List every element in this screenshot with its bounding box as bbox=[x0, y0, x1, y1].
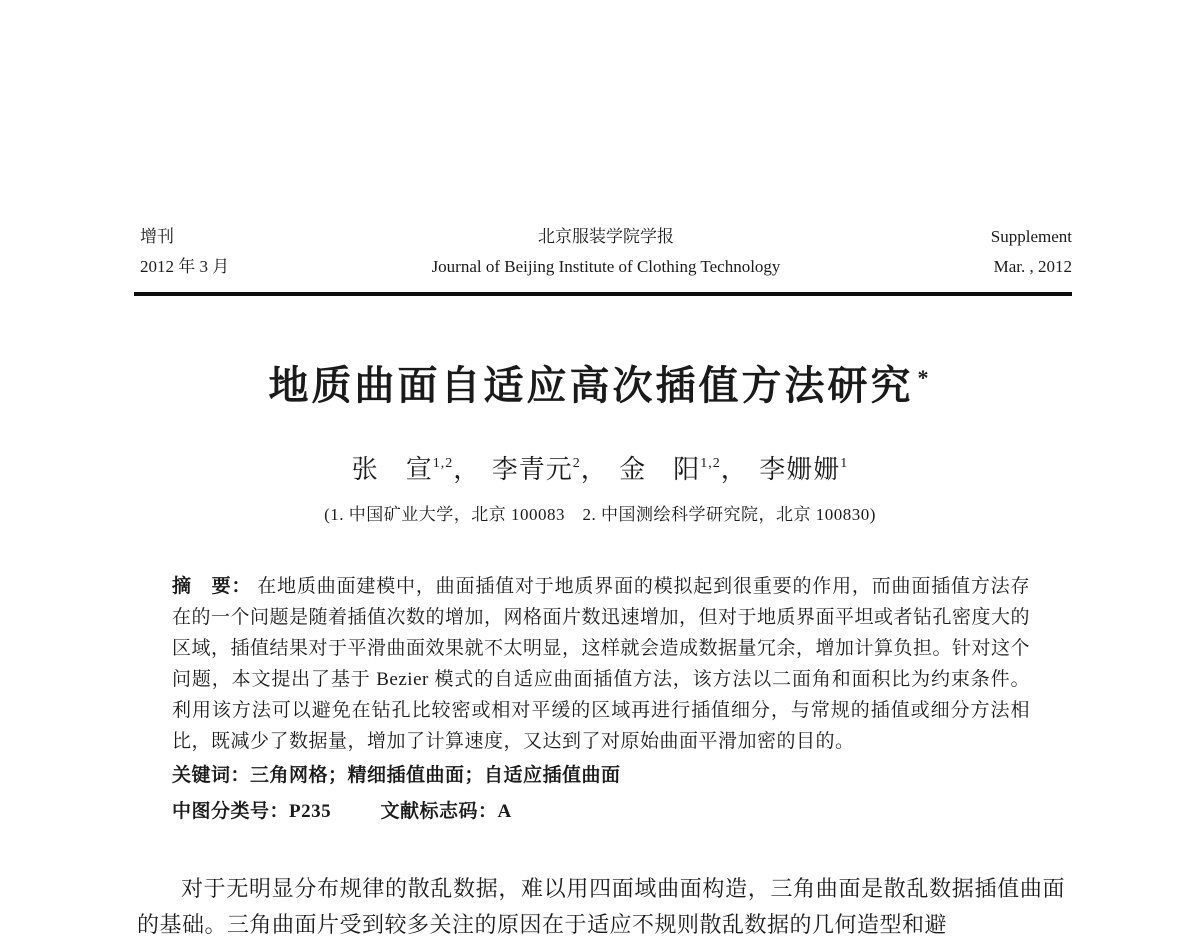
author-2-affil-marker: 2 bbox=[572, 455, 581, 471]
header-rule bbox=[134, 292, 1072, 296]
journal-name-en: Journal of Beijing Institute of Clothing Technology bbox=[431, 256, 781, 276]
doc-code-label: 文献标志码： bbox=[380, 800, 498, 822]
classification-line bbox=[172, 795, 1030, 829]
author-separator: ， bbox=[720, 454, 748, 484]
keywords-line bbox=[172, 759, 1030, 793]
supplement-label: Supplement bbox=[990, 227, 1072, 246]
abstract-text: 在地质曲面建模中，曲面插值对于地质界面的模拟起到很重要的作用，而曲面插值方法存在的一个问题是随着插值次数的增加，网格面片数迅速增加，但对于地质界面平坦或者钻孔密度大的区域，插值结果对于平滑曲面效果就不太明显，这样就会造成数据量冗余，增加计算负担。针对这个问题，本文提出了基于 Bezier 模式的自适应曲面插值方法，该方法以二面角和面积比为约束条件。利用该方法可以避免在钻孔比较密或相对平缓的区域再进行插值细分，与常规的插值或细分方法相比，既减少了数据量，增加了计算速度，又达到了对原始曲面平滑加密的目的。 bbox=[172, 575, 1031, 752]
body-paragraph: 对于无明显分布规律的散乱数据，难以用四面域曲面构造，三角曲面是散乱数据插值曲面的基础。三角曲面片受到较多关注的原因在于适应不规则散乱数据的几何造型和避 bbox=[137, 875, 1065, 937]
author-3-name: 金 阳 bbox=[619, 454, 701, 484]
affiliation-line: (1. 中国矿业大学，北京 100083 2. 中国测绘科学研究院，北京 100830) bbox=[324, 504, 876, 524]
author-3-affil-marker: 1,2 bbox=[700, 455, 721, 471]
doc-code-value: A bbox=[497, 800, 512, 822]
issue-date-en: Mar. , 2012 bbox=[993, 256, 1072, 276]
author-separator: ， bbox=[580, 454, 608, 484]
title-footnote-marker: * bbox=[917, 364, 932, 390]
issue-label: 增刊 bbox=[140, 227, 174, 246]
author-1-affil-marker: 1,2 bbox=[432, 455, 454, 471]
author-4 bbox=[759, 455, 848, 484]
keywords-text: 三角网格；精细插值曲面；自适应插值曲面 bbox=[250, 764, 621, 786]
header-right bbox=[922, 222, 1072, 282]
issue-date-cn: 2012 年 3 月 bbox=[140, 256, 230, 276]
paper-title bbox=[0, 354, 1200, 411]
keywords-label: 关键词： bbox=[172, 764, 251, 786]
author-2-name: 李青元 bbox=[491, 454, 573, 484]
clc-value: P235 bbox=[289, 800, 332, 822]
journal-name-cn: 北京服装学院学报 bbox=[538, 227, 674, 246]
journal-header bbox=[140, 222, 1072, 282]
clc-label: 中图分类号： bbox=[172, 800, 290, 822]
author-1 bbox=[352, 455, 481, 484]
abstract-label: 摘 要： bbox=[172, 575, 252, 597]
author-list bbox=[0, 449, 1200, 486]
author-1-name: 张 宣 bbox=[351, 454, 433, 484]
paper-title-text: 地质曲面自适应高次插值方法研究 bbox=[268, 362, 914, 408]
header-left bbox=[140, 222, 290, 282]
header-center bbox=[290, 222, 922, 282]
author-3 bbox=[619, 455, 748, 484]
abstract-block bbox=[172, 571, 1030, 757]
author-4-name: 李姗姗 bbox=[759, 454, 841, 484]
author-4-affil-marker: 1 bbox=[840, 455, 849, 471]
author-2 bbox=[492, 455, 608, 484]
author-separator: ， bbox=[453, 454, 481, 484]
